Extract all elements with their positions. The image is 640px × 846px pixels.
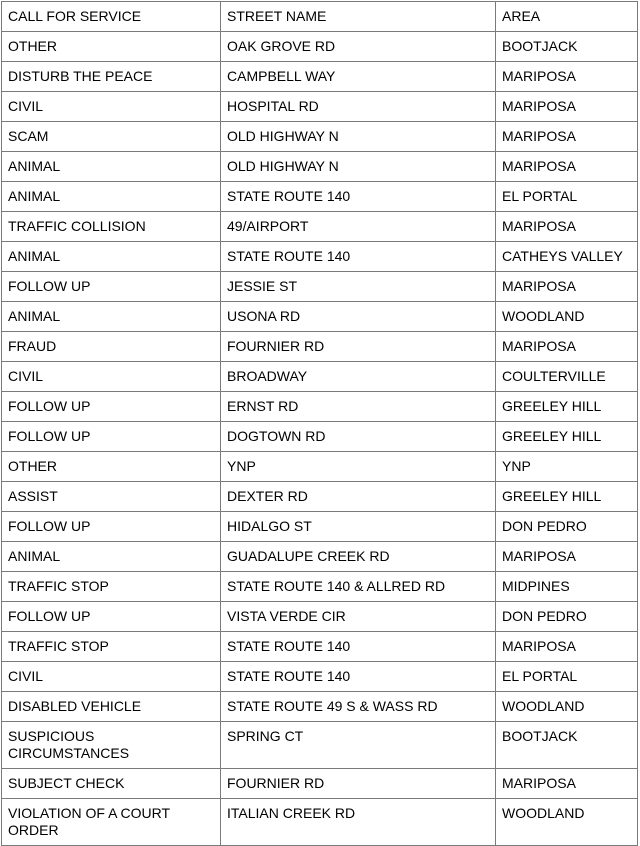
area-cell: EL PORTAL — [496, 182, 638, 212]
area-cell: EL PORTAL — [496, 662, 638, 692]
street-name-cell: DEXTER RD — [221, 482, 496, 512]
area-cell: GREELEY HILL — [496, 422, 638, 452]
table-row — [2, 692, 638, 722]
header-street-name: STREET NAME — [221, 2, 496, 32]
street-name-cell: DOGTOWN RD — [221, 422, 496, 452]
street-name-cell: STATE ROUTE 140 — [221, 662, 496, 692]
area-cell: MARIPOSA — [496, 122, 638, 152]
call-for-service-cell: FOLLOW UP — [2, 392, 221, 422]
call-for-service-cell: VIOLATION OF A COURT ORDER — [2, 799, 221, 846]
table-row — [2, 632, 638, 662]
area-cell: MARIPOSA — [496, 152, 638, 182]
table-row — [2, 182, 638, 212]
area-cell: BOOTJACK — [496, 32, 638, 62]
street-name-cell: STATE ROUTE 140 — [221, 632, 496, 662]
area-cell: COULTERVILLE — [496, 362, 638, 392]
call-for-service-cell: FRAUD — [2, 332, 221, 362]
table-row — [2, 572, 638, 602]
call-for-service-cell: SCAM — [2, 122, 221, 152]
area-cell: DON PEDRO — [496, 512, 638, 542]
table-row — [2, 92, 638, 122]
table-row — [2, 362, 638, 392]
street-name-cell: ITALIAN CREEK RD — [221, 799, 496, 846]
table-row — [2, 302, 638, 332]
area-cell: GREELEY HILL — [496, 392, 638, 422]
call-for-service-cell: TRAFFIC STOP — [2, 632, 221, 662]
street-name-cell: OLD HIGHWAY N — [221, 152, 496, 182]
area-cell: YNP — [496, 452, 638, 482]
table-row — [2, 392, 638, 422]
table-row — [2, 242, 638, 272]
table-row — [2, 722, 638, 769]
table-row — [2, 662, 638, 692]
area-cell: MIDPINES — [496, 572, 638, 602]
table-row — [2, 799, 638, 846]
table-row — [2, 482, 638, 512]
call-for-service-cell: OTHER — [2, 32, 221, 62]
call-for-service-cell: SUSPICIOUS CIRCUMSTANCES — [2, 722, 221, 769]
call-for-service-cell: ANIMAL — [2, 242, 221, 272]
street-name-cell: STATE ROUTE 140 — [221, 242, 496, 272]
call-for-service-cell: CIVIL — [2, 662, 221, 692]
street-name-cell: 49/AIRPORT — [221, 212, 496, 242]
call-for-service-cell: ANIMAL — [2, 542, 221, 572]
area-cell: BOOTJACK — [496, 722, 638, 769]
street-name-cell: FOURNIER RD — [221, 769, 496, 799]
call-for-service-cell: DISTURB THE PEACE — [2, 62, 221, 92]
table-row — [2, 769, 638, 799]
area-cell: MARIPOSA — [496, 212, 638, 242]
area-cell: MARIPOSA — [496, 769, 638, 799]
street-name-cell: SPRING CT — [221, 722, 496, 769]
area-cell: MARIPOSA — [496, 272, 638, 302]
table-row — [2, 452, 638, 482]
call-for-service-cell: DISABLED VEHICLE — [2, 692, 221, 722]
street-name-cell: STATE ROUTE 140 — [221, 182, 496, 212]
call-for-service-cell: ASSIST — [2, 482, 221, 512]
street-name-cell: BROADWAY — [221, 362, 496, 392]
area-cell: CATHEYS VALLEY — [496, 242, 638, 272]
table-row — [2, 422, 638, 452]
area-cell: GREELEY HILL — [496, 482, 638, 512]
table-row — [2, 512, 638, 542]
street-name-cell: HOSPITAL RD — [221, 92, 496, 122]
table-row — [2, 272, 638, 302]
street-name-cell: YNP — [221, 452, 496, 482]
table-body — [2, 2, 638, 846]
call-for-service-cell: ANIMAL — [2, 152, 221, 182]
area-cell: WOODLAND — [496, 692, 638, 722]
table-header-row — [2, 2, 638, 32]
calls-for-service-table — [1, 1, 638, 846]
street-name-cell: ERNST RD — [221, 392, 496, 422]
table-row — [2, 152, 638, 182]
call-for-service-cell: CIVIL — [2, 362, 221, 392]
area-cell: WOODLAND — [496, 799, 638, 846]
street-name-cell: HIDALGO ST — [221, 512, 496, 542]
street-name-cell: JESSIE ST — [221, 272, 496, 302]
call-for-service-cell: FOLLOW UP — [2, 272, 221, 302]
table-row — [2, 542, 638, 572]
area-cell: MARIPOSA — [496, 332, 638, 362]
header-call-for-service: CALL FOR SERVICE — [2, 2, 221, 32]
table-row — [2, 332, 638, 362]
call-for-service-cell: SUBJECT CHECK — [2, 769, 221, 799]
street-name-cell: VISTA VERDE CIR — [221, 602, 496, 632]
call-for-service-cell: CIVIL — [2, 92, 221, 122]
call-for-service-cell: FOLLOW UP — [2, 422, 221, 452]
area-cell: MARIPOSA — [496, 62, 638, 92]
call-for-service-cell: TRAFFIC COLLISION — [2, 212, 221, 242]
street-name-cell: USONA RD — [221, 302, 496, 332]
street-name-cell: CAMPBELL WAY — [221, 62, 496, 92]
area-cell: MARIPOSA — [496, 542, 638, 572]
call-for-service-cell: TRAFFIC STOP — [2, 572, 221, 602]
area-cell: MARIPOSA — [496, 632, 638, 662]
call-for-service-cell: ANIMAL — [2, 182, 221, 212]
street-name-cell: FOURNIER RD — [221, 332, 496, 362]
area-cell: MARIPOSA — [496, 92, 638, 122]
header-area: AREA — [496, 2, 638, 32]
call-for-service-cell: OTHER — [2, 452, 221, 482]
call-for-service-cell: ANIMAL — [2, 302, 221, 332]
table-row — [2, 602, 638, 632]
street-name-cell: GUADALUPE CREEK RD — [221, 542, 496, 572]
street-name-cell: STATE ROUTE 49 S & WASS RD — [221, 692, 496, 722]
table-row — [2, 212, 638, 242]
area-cell: DON PEDRO — [496, 602, 638, 632]
street-name-cell: STATE ROUTE 140 & ALLRED RD — [221, 572, 496, 602]
call-for-service-cell: FOLLOW UP — [2, 602, 221, 632]
table-row — [2, 122, 638, 152]
street-name-cell: OAK GROVE RD — [221, 32, 496, 62]
street-name-cell: OLD HIGHWAY N — [221, 122, 496, 152]
call-for-service-cell: FOLLOW UP — [2, 512, 221, 542]
area-cell: WOODLAND — [496, 302, 638, 332]
table-row — [2, 32, 638, 62]
table-row — [2, 62, 638, 92]
